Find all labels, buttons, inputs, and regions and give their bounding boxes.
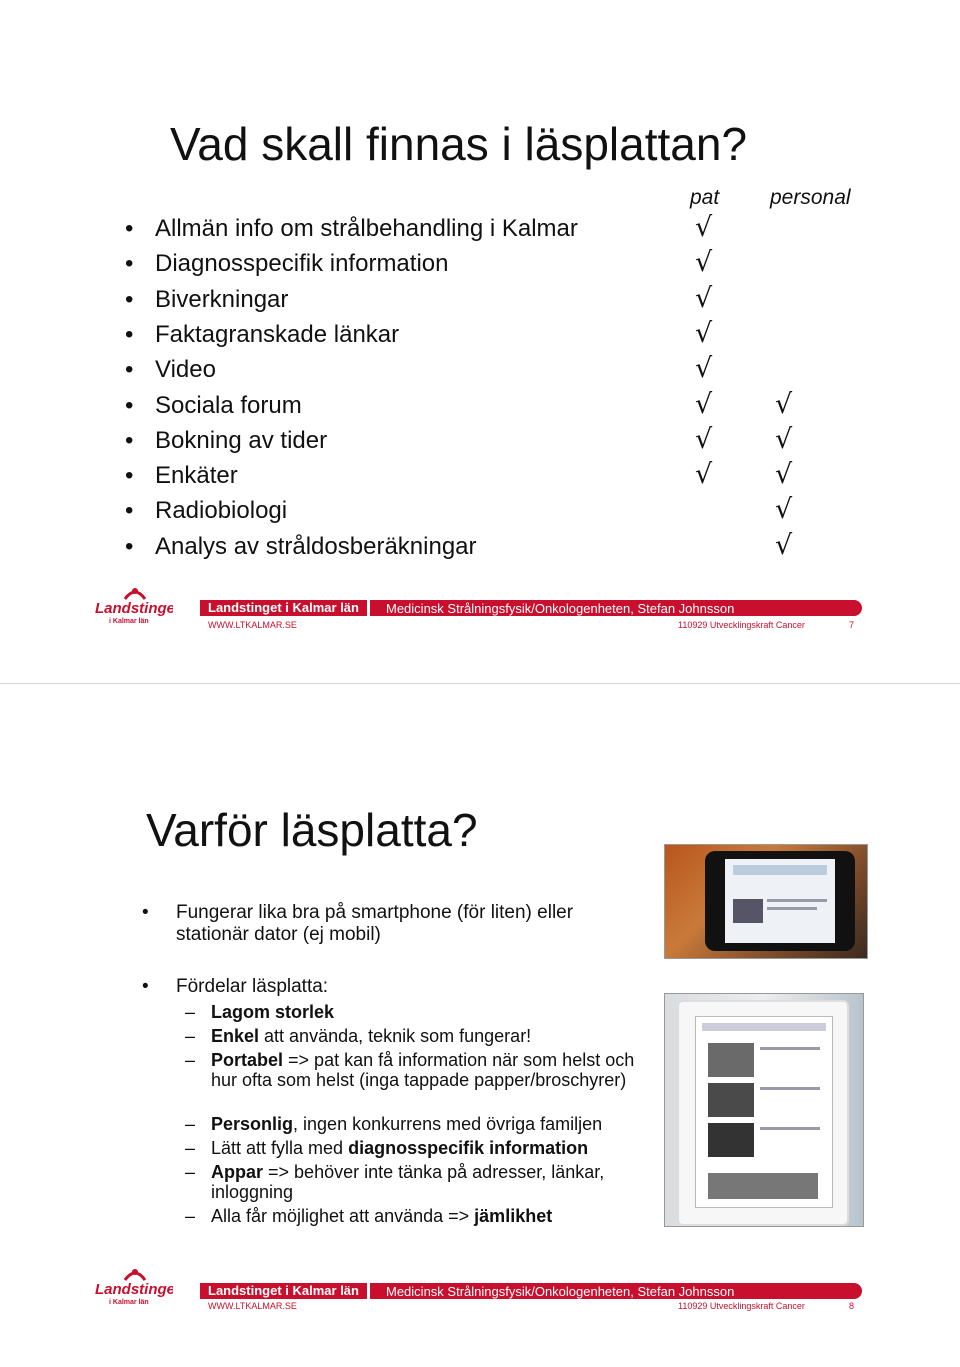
checkmark-pat-icon: √ xyxy=(695,389,713,420)
bullet-dot: • xyxy=(125,497,134,524)
slide-7 xyxy=(0,0,960,683)
checkmark-pat-icon: √ xyxy=(695,212,713,243)
footer-meta: 110929 Utvecklingskraft Cancer xyxy=(678,1301,805,1311)
list-item-label: Allmän info om strålbehandling i Kalmar xyxy=(155,215,578,242)
checkmark-pat-icon: √ xyxy=(695,283,713,314)
bullet-item: • Fungerar lika bra på smartphone (för liten) eller stationär dator (ej mobil) xyxy=(142,902,574,945)
dash-marker: – xyxy=(185,1114,196,1134)
list-item xyxy=(125,285,288,315)
list-item xyxy=(125,532,477,562)
emphasis: jämlikhet xyxy=(474,1206,553,1226)
sub-list-item xyxy=(185,1002,665,1022)
dash-marker: – xyxy=(185,1026,196,1046)
checkmark-pat-icon: √ xyxy=(695,459,713,490)
list-item-label: Analys av stråldosberäkningar xyxy=(155,533,477,560)
dash-marker: – xyxy=(185,1002,196,1022)
sub-list-item: – Personlig, ingen konkurrens med övriga familjen xyxy=(185,1114,603,1134)
emphasis: Personlig xyxy=(211,1114,294,1134)
sub-list-item: – Lätt att fylla med diagnosspecifik information xyxy=(185,1138,589,1158)
phone-screen xyxy=(725,859,835,943)
list-item-label: Sociala forum xyxy=(155,392,302,419)
list-item xyxy=(125,391,302,421)
emphasis: Enkel xyxy=(211,1026,260,1046)
list-item-label: Enkäter xyxy=(155,462,238,489)
bullet-dot: • xyxy=(125,462,134,489)
list-item-label: Biverkningar xyxy=(155,286,289,313)
footer-website-link[interactable]: WWW.LTKALMAR.SE xyxy=(208,1301,297,1311)
bullet-item: • Fördelar läsplatta: xyxy=(142,976,329,997)
emphasis: diagnosspecifik information xyxy=(348,1138,589,1158)
checkmark-personal-icon: √ xyxy=(775,494,793,525)
footer-org: Landstinget i Kalmar län xyxy=(200,600,367,616)
footer-org: Landstinget i Kalmar län xyxy=(200,1283,367,1299)
smartphone-photo xyxy=(664,844,868,959)
svg-text:i Kalmar län: i Kalmar län xyxy=(109,618,149,625)
sub-list-item: – Alla får möjlighet att använda => jämlikhet xyxy=(185,1206,553,1226)
bullet-dot: • xyxy=(125,250,134,277)
list-item xyxy=(125,461,238,491)
column-header-personal: personal xyxy=(770,186,851,209)
checkmark-personal-icon: √ xyxy=(775,459,793,490)
checkmark-personal-icon: √ xyxy=(775,389,793,420)
sub-list-item: – Portabel => pat kan få information när som helst och hur ofta som helst (inga tappade papper/broschyrer) xyxy=(185,1050,635,1090)
footer-website-link[interactable]: WWW.LTKALMAR.SE xyxy=(208,620,297,630)
svg-text:Landstinget: Landstinget xyxy=(95,600,173,617)
footer-dept: Medicinsk Strålningsfysik/Onkologenheten, Stefan Johnsson xyxy=(386,601,735,616)
list-item-label: Bokning av tider xyxy=(155,427,328,454)
tablet-photo xyxy=(664,993,864,1227)
bullet-dot: • xyxy=(125,427,134,454)
list-item xyxy=(125,496,287,526)
landstinget-logo xyxy=(95,585,173,625)
emphasis: Portabel xyxy=(211,1050,284,1070)
list-item-label: Faktagranskade länkar xyxy=(155,321,400,348)
footer-band xyxy=(370,600,862,616)
sub-list-item: – Appar => behöver inte tänka på adresser, länkar, inloggning xyxy=(185,1162,605,1202)
checkmark-personal-icon: √ xyxy=(775,424,793,455)
checkmark-pat-icon: √ xyxy=(695,247,713,278)
slide-title: Varför läsplatta? xyxy=(146,804,478,856)
emphasis: Appar xyxy=(211,1162,264,1182)
page-number: 7 xyxy=(849,620,855,630)
bullet-dot: • xyxy=(125,533,134,560)
dash-marker: – xyxy=(185,1050,196,1070)
svg-text:Landstinget: Landstinget xyxy=(95,1281,173,1298)
tablet-screen xyxy=(695,1016,833,1208)
bullet-dot: • xyxy=(142,976,149,997)
emphasis: Lagom storlek xyxy=(211,1002,335,1022)
bullet-dot: • xyxy=(125,215,134,242)
list-item-label: Radiobiologi xyxy=(155,497,288,524)
bullet-dot: • xyxy=(125,356,134,383)
bullet-dot: • xyxy=(125,321,134,348)
column-header-pat: pat xyxy=(690,186,720,209)
list-item-label: Video xyxy=(155,356,216,383)
list-item xyxy=(125,355,216,385)
bullet-dot: • xyxy=(125,286,134,313)
bullet-dot: • xyxy=(125,392,134,419)
bullet-dot: • xyxy=(142,902,149,923)
list-item xyxy=(125,214,578,244)
list-item xyxy=(125,249,448,279)
slide-title: Vad skall finnas i läsplattan? xyxy=(170,118,748,170)
dash-marker: – xyxy=(185,1206,196,1226)
list-item-label: Diagnosspecifik information xyxy=(155,250,449,277)
svg-text:i Kalmar län: i Kalmar län xyxy=(109,1299,149,1306)
checkmark-pat-icon: √ xyxy=(695,318,713,349)
list-item xyxy=(125,426,327,456)
sub-list-item: – Enkel att använda, teknik som fungerar! xyxy=(185,1026,532,1046)
footer-meta: 110929 Utvecklingskraft Cancer xyxy=(678,620,805,630)
list-item xyxy=(125,320,399,350)
checkmark-pat-icon: √ xyxy=(695,353,713,384)
footer-dept: Medicinsk Strålningsfysik/Onkologenheten, Stefan Johnsson xyxy=(386,1284,735,1299)
landstinget-logo xyxy=(95,1266,173,1306)
slide-8 xyxy=(0,684,960,1367)
footer-band xyxy=(370,1283,862,1299)
checkmark-pat-icon: √ xyxy=(695,424,713,455)
dash-marker: – xyxy=(185,1138,196,1158)
page-number: 8 xyxy=(849,1301,855,1311)
checkmark-personal-icon: √ xyxy=(775,530,793,561)
dash-marker: – xyxy=(185,1162,196,1182)
